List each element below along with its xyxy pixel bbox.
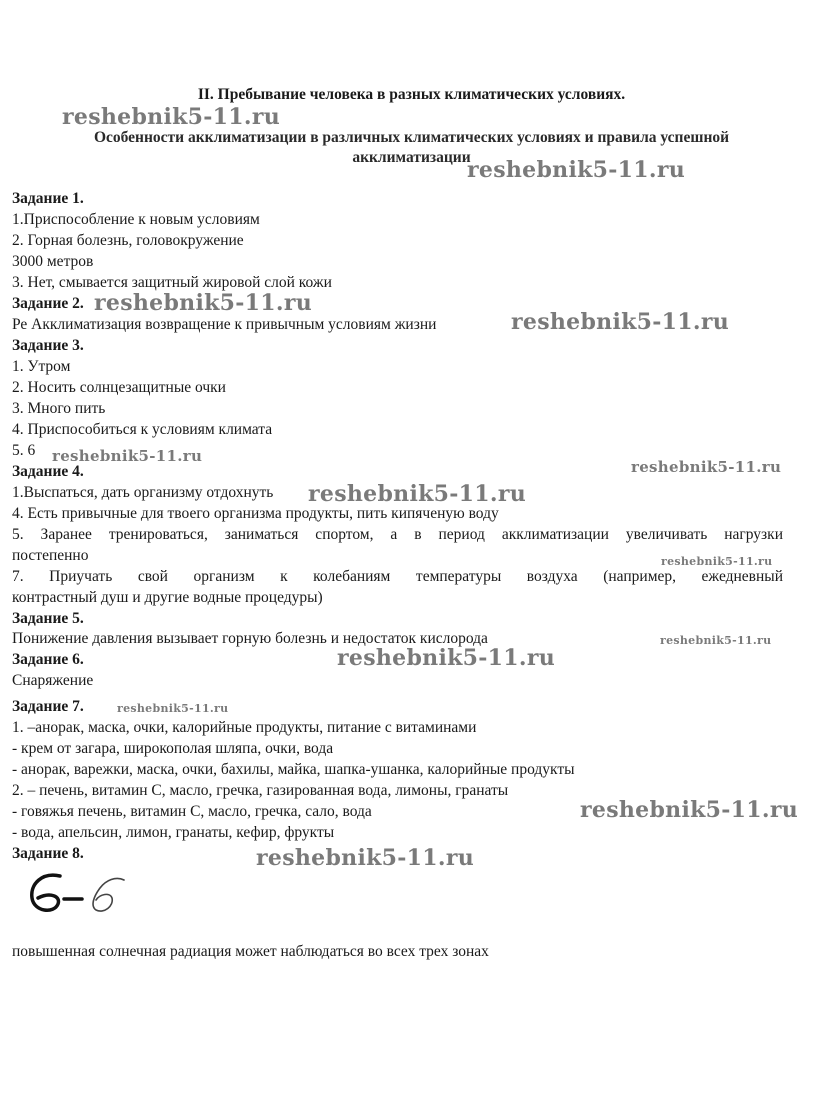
task-4-line: 7. Приучать свой организм к колебаниям температуры воздуха (например, ежедневный [12,568,783,585]
watermark: reshebnik5-11.ru [256,845,475,871]
subtitle-line-2: акклиматизации [352,149,471,166]
task-4-line: 1.Выспаться, дать организму отдохнуть [12,484,274,501]
task-4-line: 5. Заранее тренироваться, заниматься спортом, а в период акклиматизации увеличивать нагрузки [12,526,783,543]
task-4-line: 4. Есть привычные для твоего организма продукты, пить кипяченую воду [12,505,499,522]
task-2-heading: Задание 2. [12,295,84,312]
task-1-line: 3. Нет, смывается защитный жировой слой кожи [12,274,332,291]
handwritten-answer-image [20,866,140,926]
watermark: reshebnik5-11.ru [308,481,527,507]
task-3-heading: Задание 3. [12,337,84,354]
watermark: reshebnik5-11.ru [631,458,782,476]
task-4-heading: Задание 4. [12,463,84,480]
task-1-line: 2. Горная болезнь, головокружение [12,232,244,249]
task-7-heading: Задание 7. [12,698,84,715]
watermark: reshebnik5-11.ru [511,309,730,335]
task-8-line: повышенная солнечная радиация может наблюдаться во всех трех зонах [12,943,489,960]
task-6-heading: Задание 6. [12,651,84,668]
task-7-line: 1. –анорак, маска, очки, калорийные продукты, питание с витаминами [12,719,477,736]
watermark: reshebnik5-11.ru [117,702,229,715]
task-7-line: - вода, апельсин, лимон, гранаты, кефир, фрукты [12,824,335,841]
watermark: reshebnik5-11.ru [94,290,313,316]
watermark: reshebnik5-11.ru [661,555,773,568]
task-3-line: 5. 6 [12,442,36,459]
watermark: reshebnik5-11.ru [580,797,799,823]
task-5-line: Понижение давления вызывает горную болезнь и недостаток кислорода [12,630,488,647]
task-7-line: - говяжья печень, витамин С, масло, гречка, сало, вода [12,803,372,820]
subtitle-line-1: Особенности акклиматизации в различных климатических условиях и правила успешной [93,129,730,146]
task-3-line: 4. Приспособиться к условиям климата [12,421,273,438]
task-7-line: - анорак, варежки, маска, очки, бахилы, майка, шапка-ушанка, калорийные продукты [12,761,575,778]
watermark: reshebnik5-11.ru [337,645,556,671]
task-8-heading: Задание 8. [12,845,84,862]
task-4-line: постепенно [12,547,89,564]
watermark: reshebnik5-11.ru [660,634,772,647]
task-5-heading: Задание 5. [12,610,84,627]
task-1-heading: Задание 1. [12,190,84,207]
task-7-line: - крем от загара, широкополая шляпа, очки, вода [12,740,334,757]
task-6-line: Снаряжение [12,672,94,689]
task-3-line: 1. Утром [12,358,71,375]
task-1-line: 3000 метров [12,253,94,270]
task-3-line: 3. Много пить [12,400,106,417]
task-1-line: 1.Приспособление к новым условиям [12,211,260,228]
task-4-line: контрастный душ и другие водные процедуры) [12,589,323,606]
task-2-line: Ре Акклиматизация возвращение к привычным условиям жизни [12,316,437,333]
task-3-line: 2. Носить солнцезащитные очки [12,379,226,396]
page-title: II. Пребывание человека в разных климатических условиях. [197,86,626,103]
page-subtitle [20,128,803,168]
watermark: reshebnik5-11.ru [467,157,686,183]
watermark: reshebnik5-11.ru [62,104,281,130]
watermark: reshebnik5-11.ru [52,447,203,465]
task-7-line: 2. – печень, витамин С, масло, гречка, газированная вода, лимоны, гранаты [12,782,509,799]
